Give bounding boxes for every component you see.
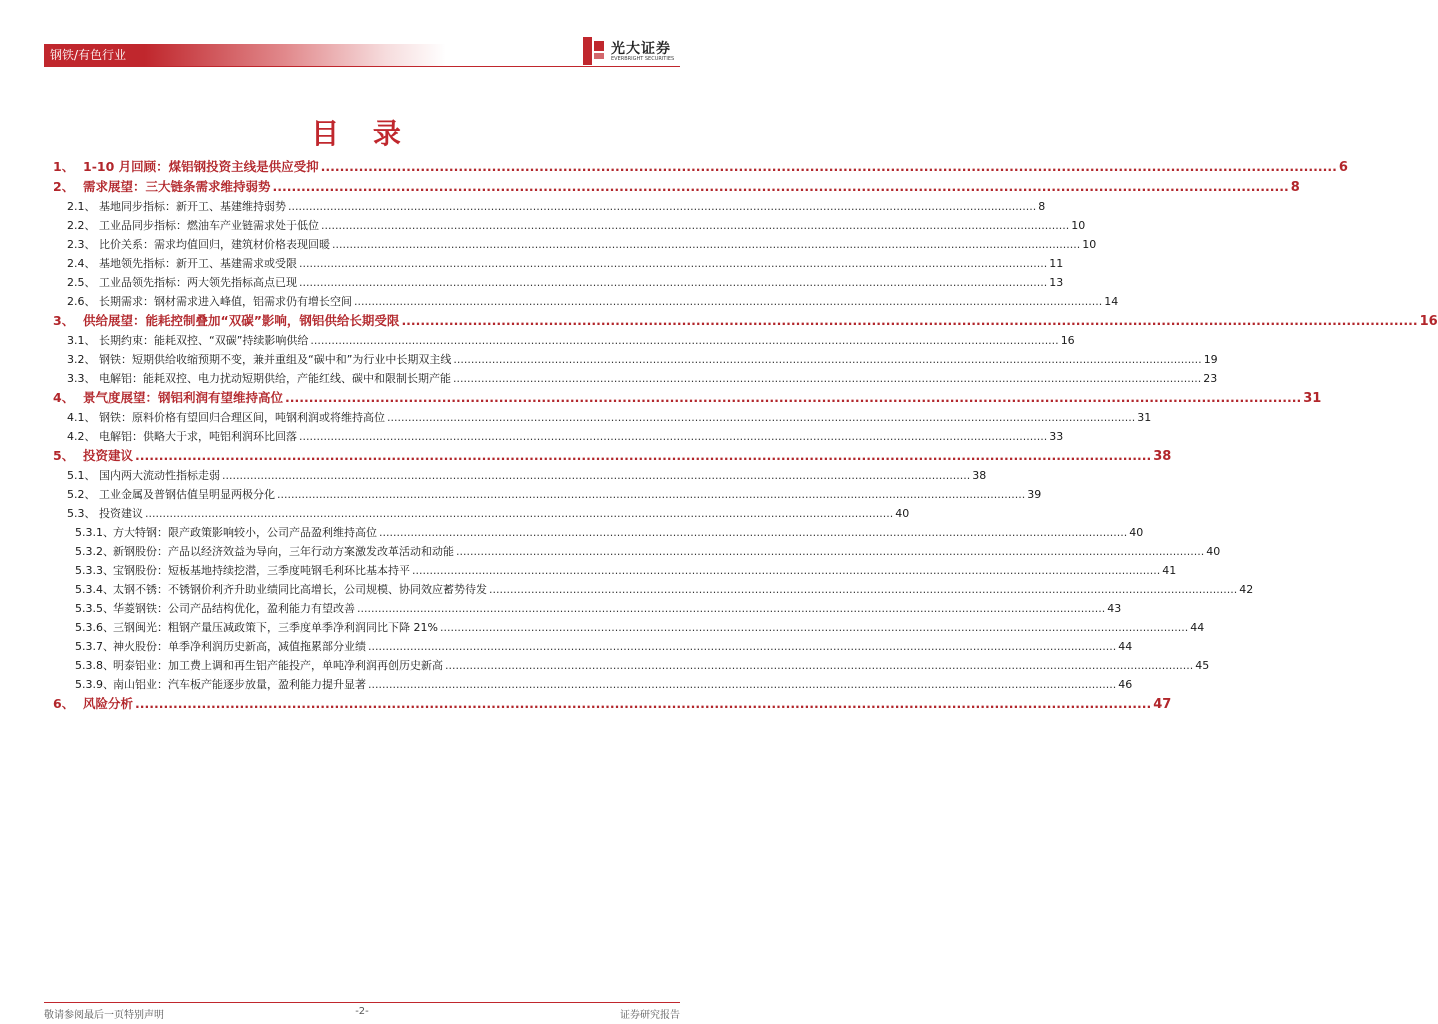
- toc-leader-dots: [354, 292, 1102, 311]
- toc-entry-number: 2.5、: [67, 276, 96, 289]
- toc-entry-page: 8: [1290, 180, 1300, 195]
- toc-entry-page: 16: [1419, 314, 1438, 329]
- toc-entry-page: 14: [1104, 295, 1119, 308]
- toc-entry[interactable]: [53, 580, 1254, 599]
- toc-entry[interactable]: [53, 350, 1218, 369]
- toc-leader-dots: [299, 427, 1047, 446]
- header-divider: [44, 66, 680, 67]
- toc-entry-number: 1、: [53, 159, 75, 174]
- toc-entry-page: 31: [1303, 391, 1322, 406]
- toc-entry-page: 33: [1049, 430, 1064, 443]
- toc-leader-dots: [288, 197, 1036, 216]
- toc-entry-title: 钢铁：短期供给收缩预期不变，兼并重组及“碳中和”为行业中长期双主线: [99, 353, 452, 366]
- toc-entry-page: 42: [1239, 583, 1254, 596]
- page-number: -2-: [355, 1006, 369, 1017]
- toc-entry[interactable]: [53, 369, 1218, 388]
- toc-entry[interactable]: [53, 311, 1438, 331]
- toc-leader-dots: [445, 656, 1193, 675]
- toc-entry-page: 39: [1027, 488, 1042, 501]
- toc-leader-dots: [310, 331, 1058, 350]
- table-of-contents: [53, 157, 1438, 714]
- toc-entry[interactable]: [53, 177, 1300, 197]
- footer-report-type: 证券研究报告: [620, 1010, 680, 1021]
- toc-entry-title: 比价关系：需求均值回归，建筑材价格表现回暖: [99, 238, 330, 251]
- toc-entry[interactable]: [53, 523, 1144, 542]
- toc-entry-number: 2.6、: [67, 295, 96, 308]
- toc-leader-dots: [299, 273, 1047, 292]
- toc-entry-page: 40: [1206, 545, 1221, 558]
- toc-leader-dots: [401, 311, 1417, 331]
- toc-entry-page: 40: [1129, 526, 1144, 539]
- toc-leader-dots: [412, 561, 1160, 580]
- toc-entry-title: 太钢不锈：不锈钢价利齐升助业绩同比高增长，公司规模、协同效应蓄势待发: [113, 583, 487, 596]
- toc-entry-number: 2、: [53, 179, 75, 194]
- toc-entry-page: 8: [1038, 200, 1046, 213]
- toc-entry-number: 6、: [53, 696, 75, 711]
- toc-entry[interactable]: [53, 408, 1152, 427]
- toc-entry-number: 5.3.1、: [75, 526, 114, 539]
- toc-entry-number: 3.1、: [67, 334, 96, 347]
- toc-entry-title: 供给展望：能耗控制叠加“双碳”影响，钢铝供给长期受限: [83, 313, 400, 328]
- toc-entry-title: 新钢股份：产品以经济效益为导向，三年行动方案激发改革活动和动能: [113, 545, 454, 558]
- toc-entry-title: 国内两大流动性指标走弱: [99, 469, 220, 482]
- logo-subtext: EVERBRIGHT SECURITIES: [611, 56, 675, 62]
- toc-leader-dots: [321, 157, 1337, 177]
- toc-entry-number: 5.3.8、: [75, 659, 114, 672]
- toc-entry-number: 5.3.3、: [75, 564, 114, 577]
- toc-entry-page: 10: [1082, 238, 1097, 251]
- toc-entry-number: 5.3.4、: [75, 583, 114, 596]
- toc-entry[interactable]: [53, 542, 1221, 561]
- toc-entry[interactable]: [53, 254, 1064, 273]
- toc-entry-title: 景气度展望：钢铝利润有望维持高位: [83, 390, 284, 405]
- toc-entry[interactable]: [53, 504, 910, 523]
- toc-leader-dots: [222, 466, 970, 485]
- toc-entry[interactable]: [53, 292, 1119, 311]
- toc-entry-title: 南山铝业：汽车板产能逐步放量，盈利能力提升显著: [113, 678, 366, 691]
- toc-entry-page: 6: [1338, 160, 1348, 175]
- toc-entry-number: 5.3、: [67, 507, 96, 520]
- page-title: 目 录: [311, 117, 413, 150]
- logo-text: 光大证券: [611, 41, 671, 57]
- toc-entry-number: 3.3、: [67, 372, 96, 385]
- toc-entry[interactable]: [53, 485, 1042, 504]
- toc-leader-dots: [285, 388, 1301, 408]
- toc-entry-title: 电解铝：供略大于求，吨铝利润环比回落: [99, 430, 297, 443]
- toc-entry-number: 5.2、: [67, 488, 96, 501]
- toc-entry-number: 4、: [53, 390, 75, 405]
- toc-entry-title: 华菱钢铁：公司产品结构优化，盈利能力有望改善: [113, 602, 355, 615]
- toc-entry-number: 4.2、: [67, 430, 96, 443]
- toc-leader-dots: [453, 350, 1201, 369]
- toc-entry-number: 2.1、: [67, 200, 96, 213]
- toc-entry-page: 43: [1107, 602, 1122, 615]
- toc-entry-title: 基地同步指标：新开工、基建维持弱势: [99, 200, 286, 213]
- toc-entry-page: 38: [1153, 449, 1172, 464]
- toc-entry-number: 5.3.9、: [75, 678, 114, 691]
- toc-entry-title: 1-10 月回顾：煤铝钢投资主线是供应受抑: [83, 159, 319, 174]
- toc-entry[interactable]: [53, 618, 1205, 637]
- toc-entry-page: 31: [1137, 411, 1152, 424]
- toc-entry-title: 神火股份：单季净利润历史新高，减值拖累部分业绩: [113, 640, 366, 653]
- toc-entry-number: 2.2、: [67, 219, 96, 232]
- toc-entry-page: 46: [1118, 678, 1133, 691]
- toc-entry-number: 5.3.6、: [75, 621, 114, 634]
- toc-entry-number: 3、: [53, 313, 75, 328]
- toc-entry-title: 长期约束：能耗双控、“双碳”持续影响供给: [99, 334, 309, 347]
- footer-disclaimer: 敬请参阅最后一页特别声明: [44, 1010, 164, 1021]
- toc-entry-title: 需求展望：三大链条需求维持弱势: [83, 179, 271, 194]
- toc-entry[interactable]: [53, 388, 1322, 408]
- toc-entry-number: 5.3.5、: [75, 602, 114, 615]
- toc-entry-title: 工业品同步指标：燃油车产业链需求处于低位: [99, 219, 319, 232]
- toc-entry[interactable]: [53, 656, 1210, 675]
- toc-leader-dots: [368, 637, 1116, 656]
- toc-entry-title: 工业金属及普钢估值呈明显两极分化: [99, 488, 275, 501]
- toc-leader-dots: [135, 446, 1151, 466]
- toc-leader-dots: [299, 254, 1047, 273]
- toc-leader-dots: [379, 523, 1127, 542]
- logo-mark-icon: [582, 36, 606, 66]
- toc-entry-page: 44: [1118, 640, 1133, 653]
- toc-entry-title: 投资建议: [83, 448, 134, 463]
- toc-entry-title: 方大特钢：限产政策影响较小，公司产品盈利维持高位: [113, 526, 377, 539]
- toc-entry[interactable]: [53, 466, 987, 485]
- toc-entry-title: 基地领先指标：新开工、基建需求或受限: [99, 257, 297, 270]
- toc-entry[interactable]: [53, 446, 1172, 466]
- toc-leader-dots: [145, 504, 893, 523]
- toc-entry[interactable]: [53, 427, 1064, 446]
- toc-entry[interactable]: [53, 235, 1097, 254]
- toc-entry-page: 44: [1190, 621, 1205, 634]
- toc-leader-dots: [135, 694, 1151, 714]
- toc-leader-dots: [440, 618, 1188, 637]
- toc-entry-number: 5.3.7、: [75, 640, 114, 653]
- toc-leader-dots: [489, 580, 1237, 599]
- toc-entry[interactable]: [53, 675, 1133, 694]
- toc-entry-number: 3.2、: [67, 353, 96, 366]
- toc-leader-dots: [273, 177, 1289, 197]
- toc-entry-page: 38: [972, 469, 987, 482]
- toc-entry-title: 钢铁：原料价格有望回归合理区间，吨钢利润或将维持高位: [99, 411, 385, 424]
- toc-entry-title: 宝钢股份：短板基地持续挖潜，三季度吨钢毛利环比基本持平: [113, 564, 410, 577]
- toc-entry[interactable]: [53, 637, 1133, 656]
- industry-label: 钢铁/有色行业: [50, 48, 127, 62]
- toc-entry[interactable]: [53, 157, 1348, 177]
- toc-entry-number: 5.3.2、: [75, 545, 114, 558]
- toc-leader-dots: [357, 599, 1105, 618]
- toc-entry-page: 11: [1049, 257, 1064, 270]
- toc-entry[interactable]: [53, 599, 1122, 618]
- toc-entry[interactable]: [53, 561, 1177, 580]
- footer-divider: [44, 1002, 680, 1003]
- toc-entry-page: 13: [1049, 276, 1064, 289]
- toc-entry[interactable]: [53, 197, 1046, 216]
- toc-entry-title: 三钢闽光：粗钢产量压减政策下，三季度单季净利润同比下降 21%: [113, 621, 438, 634]
- toc-entry-title: 明泰铝业：加工费上调和再生铝产能投产，单吨净利润再创历史新高: [113, 659, 443, 672]
- toc-entry[interactable]: [53, 273, 1064, 292]
- toc-leader-dots: [321, 216, 1069, 235]
- toc-entry-title: 工业品领先指标：两大领先指标高点已现: [99, 276, 297, 289]
- toc-entry-number: 5.1、: [67, 469, 96, 482]
- toc-leader-dots: [277, 485, 1025, 504]
- toc-entry-page: 19: [1203, 353, 1218, 366]
- toc-entry-page: 10: [1071, 219, 1086, 232]
- toc-entry-title: 长期需求：钢材需求进入峰值，铝需求仍有增长空间: [99, 295, 352, 308]
- toc-entry-page: 16: [1060, 334, 1075, 347]
- company-logo: [582, 36, 702, 68]
- toc-entry[interactable]: [53, 694, 1172, 714]
- toc-entry-page: 41: [1162, 564, 1177, 577]
- toc-leader-dots: [456, 542, 1204, 561]
- toc-entry-number: 5、: [53, 448, 75, 463]
- toc-leader-dots: [453, 369, 1201, 388]
- toc-leader-dots: [368, 675, 1116, 694]
- toc-entry-page: 23: [1203, 372, 1218, 385]
- toc-entry-number: 4.1、: [67, 411, 96, 424]
- toc-entry-title: 风险分析: [83, 696, 134, 711]
- toc-entry-page: 47: [1153, 697, 1172, 712]
- toc-entry-page: 40: [895, 507, 910, 520]
- toc-entry-number: 2.4、: [67, 257, 96, 270]
- toc-entry-title: 电解铝：能耗双控、电力扰动短期供给，产能红线、碳中和限制长期产能: [99, 372, 451, 385]
- toc-leader-dots: [332, 235, 1080, 254]
- toc-entry[interactable]: [53, 216, 1086, 235]
- toc-leader-dots: [387, 408, 1135, 427]
- toc-entry[interactable]: [53, 331, 1075, 350]
- toc-entry-number: 2.3、: [67, 238, 96, 251]
- toc-entry-page: 45: [1195, 659, 1210, 672]
- toc-entry-title: 投资建议: [99, 507, 143, 520]
